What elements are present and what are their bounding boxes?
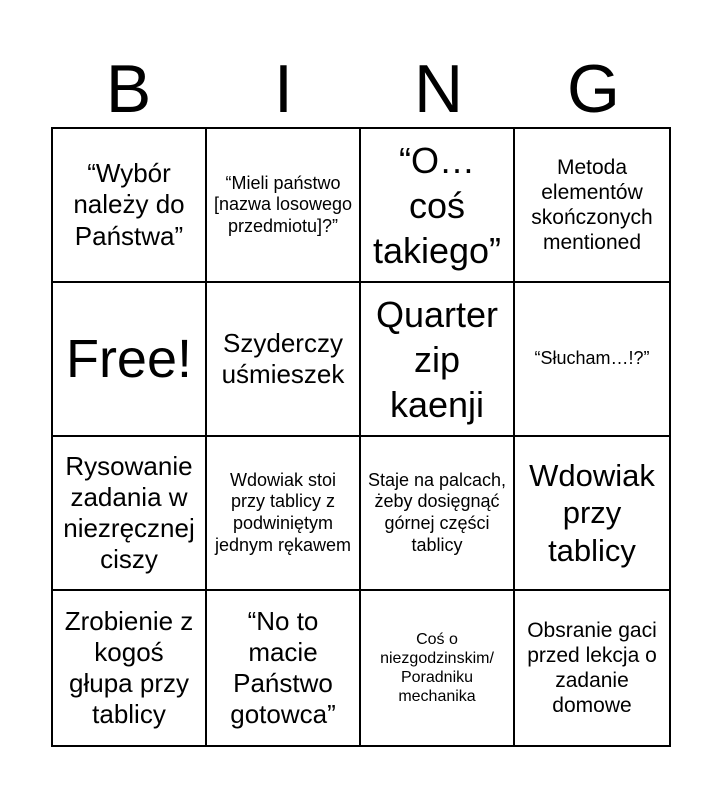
- bingo-cell-text: “Słucham…!?”: [534, 348, 650, 369]
- bingo-header: [51, 50, 671, 128]
- bingo-card-grid: [51, 127, 671, 747]
- bingo-cell-7[interactable]: [361, 283, 515, 437]
- header-letter-i: I: [274, 51, 293, 127]
- bingo-cell-text: Szyderczy uśmieszek: [221, 327, 345, 389]
- bingo-cell-text: Staje na palcach, żeby dosięgnąć górnej części tablicy: [367, 469, 507, 555]
- bingo-cell-text: Metoda elementów skończonych mentioned: [531, 155, 653, 255]
- bingo-cell-3[interactable]: [361, 129, 515, 283]
- bingo-cell-text: Rysowanie zadania w niezręcznej ciszy: [63, 450, 195, 575]
- bingo-cell-15[interactable]: [361, 591, 515, 745]
- bingo-cell-2[interactable]: [207, 129, 361, 283]
- bingo-cell-text: Zrobienie z kogoś głupa przy tablicy: [64, 605, 194, 730]
- bingo-cell-10[interactable]: [207, 437, 361, 591]
- bingo-cell-16[interactable]: [515, 591, 669, 745]
- bingo-cell-text: “No to macie Państwo gotowca”: [230, 605, 336, 730]
- bingo-cell-4[interactable]: [515, 129, 669, 283]
- bingo-cell-5[interactable]: [53, 283, 207, 437]
- bingo-cell-text: “Wybór należy do Państwa”: [73, 158, 185, 251]
- header-letter-b: B: [105, 51, 152, 127]
- bingo-cell-11[interactable]: [361, 437, 515, 591]
- bingo-cell-text: “O… coś takiego”: [372, 139, 502, 271]
- bingo-cell-text: Wdowiak przy tablicy: [529, 458, 655, 568]
- bingo-cell-8[interactable]: [515, 283, 669, 437]
- bingo-cell-1[interactable]: [53, 129, 207, 283]
- bingo-cell-12[interactable]: [515, 437, 669, 591]
- bingo-cell-text: Obsranie gaci przed lekcja o zadanie domowe: [527, 618, 657, 718]
- bingo-cell-6[interactable]: [207, 283, 361, 437]
- bingo-cell-text: Wdowiak stoi przy tablicy z podwiniętym jednym rękawem: [214, 469, 352, 555]
- bingo-cell-text: “Mieli państwo [nazwa losowego przedmiotu]?”: [213, 172, 353, 236]
- bingo-cell-13[interactable]: [53, 591, 207, 745]
- bingo-cell-text: Coś o niezgodzinskim/ Poradniku mechanika: [380, 630, 494, 706]
- bingo-cell-9[interactable]: [53, 437, 207, 591]
- bingo-cell-text: Free!: [65, 328, 193, 389]
- header-letter-g: G: [567, 51, 620, 127]
- bingo-cell-14[interactable]: [207, 591, 361, 745]
- bingo-cell-text: Quarter zip kaenji: [375, 293, 499, 425]
- header-letter-n: N: [413, 51, 464, 127]
